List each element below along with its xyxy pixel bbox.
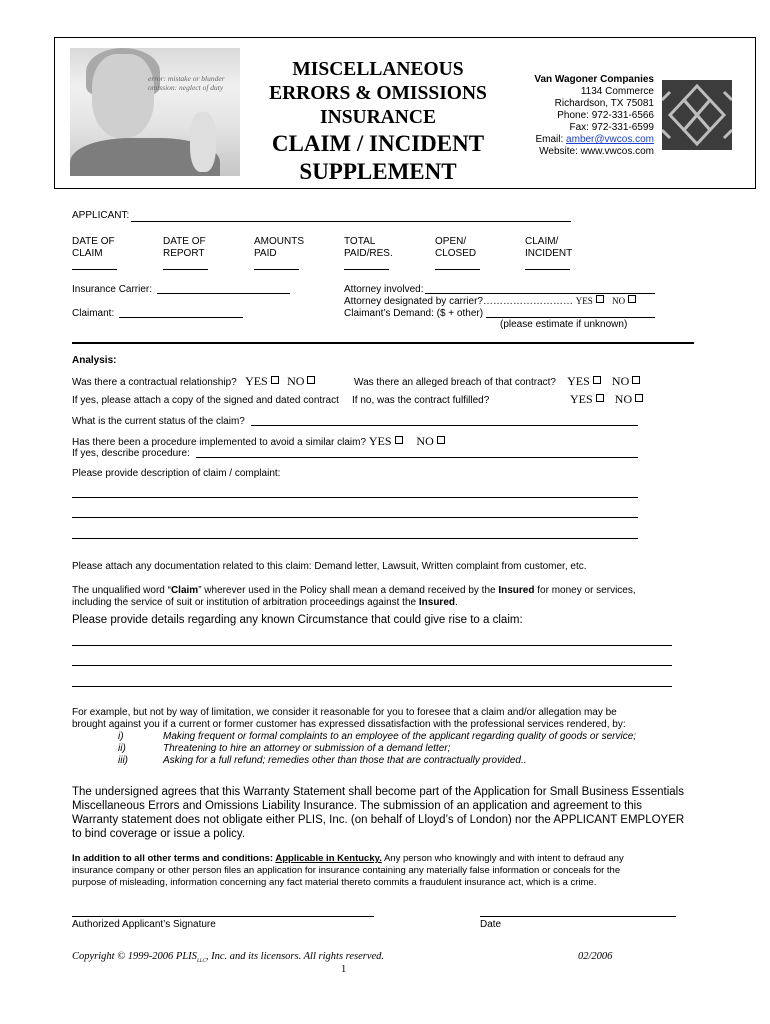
company-fax: Fax: 972-331-6599: [569, 122, 654, 133]
page-number: 1: [341, 964, 347, 975]
photo-caption: error: mistake or blunder omission: neglect of duty: [148, 74, 225, 92]
fulfilled-no-checkbox[interactable]: [635, 394, 643, 402]
company-street: 1134 Commerce: [580, 86, 654, 97]
company-name: Van Wagoner Companies: [534, 74, 654, 85]
attorney-no-checkbox[interactable]: [628, 295, 636, 303]
procedure-no-checkbox[interactable]: [437, 436, 445, 444]
total-paid-field[interactable]: [344, 269, 389, 270]
procedure-field[interactable]: [196, 457, 638, 458]
company-logo: [662, 80, 732, 150]
q-contractual: Was there a contractual relationship? YES NO: [72, 374, 315, 389]
attorney-involved-field[interactable]: [425, 293, 655, 294]
open-closed-field[interactable]: [435, 269, 480, 270]
company-email: Email: amber@vwcos.com: [535, 134, 654, 145]
company-city: Richardson, TX 75081: [554, 98, 654, 109]
date-field[interactable]: [480, 916, 676, 917]
col-date-of-report: DATE OF REPORT: [163, 236, 206, 259]
attorney-involved-label: Attorney involved:: [344, 284, 424, 295]
signature-label: Authorized Applicant’s Signature: [72, 919, 216, 930]
q-status: What is the current status of the claim?: [72, 416, 245, 427]
q-description: Please provide description of claim / complaint:: [72, 468, 281, 479]
procedure-yes-checkbox[interactable]: [395, 436, 403, 444]
email-link[interactable]: amber@vwcos.com: [566, 134, 654, 145]
col-open-closed: OPEN/ CLOSED: [435, 236, 477, 259]
attorney-yes-checkbox[interactable]: [596, 295, 604, 303]
company-info: [500, 74, 654, 158]
kentucky-notice: In addition to all other terms and conditions: Applicable in Kentucky. Any person who knowingly and with intent to defraud any insurance company or other person files an application for insurance containing any materially false information or conceals for the purpose of misleading, information concerning any fact material thereto commits a fraudulent insurance act, which is a crime.: [72, 853, 624, 888]
q-procedure: Has there been a procedure implemented to avoid a similar claim? YES NO: [72, 434, 445, 449]
claimant-label: Claimant:: [72, 308, 115, 319]
col-date-of-claim: DATE OF CLAIM: [72, 236, 115, 259]
company-website: Website: www.vwcos.com: [539, 146, 654, 157]
claim-definition: The unqualified word “Claim” wherever used in the Policy shall mean a demand received by the Insured for money or services, including the service of suit or institution of arbitration proceedings against the Insured.: [72, 585, 636, 608]
example-list: i) Making frequent or formal complaints to an employee of the applicant regarding quality of goods or service; ii) Threatening to hire an attorney or submission of a demand letter; iii) Asking for a full refund; remedies other than those that are contractually provided..: [118, 731, 637, 766]
q-fulfilled: If no, was the contract fulfilled?: [352, 395, 490, 406]
copyright: Copyright © 1999-2006 $PLIS_{LLC}$, Inc. and its licensors. All rights reserved.: [72, 951, 385, 965]
form-title: MISCELLANEOUS ERRORS & OMISSIONS INSURANCE CLAIM / INCIDENT SUPPLEMENT: [269, 59, 487, 184]
fulfilled-options: YES NO: [570, 392, 643, 407]
attorney-designated-label: Attorney designated by carrier?……………………… YES NO: [344, 295, 636, 307]
breach-yes-checkbox[interactable]: [593, 376, 601, 384]
q-copy: If yes, please attach a copy of the signed and dated contract: [72, 395, 339, 406]
status-field[interactable]: [251, 425, 638, 426]
claimant-field[interactable]: [119, 317, 243, 318]
applicant-label: APPLICANT:: [72, 210, 130, 221]
header-photo: [70, 48, 240, 176]
date-of-claim-field[interactable]: [72, 269, 117, 270]
contractual-no-checkbox[interactable]: [307, 376, 315, 384]
signature-field[interactable]: [72, 916, 374, 917]
date-label: Date: [480, 919, 502, 930]
fulfilled-yes-checkbox[interactable]: [596, 394, 604, 402]
q-breach: Was there an alleged breach of that contract? YES NO: [354, 374, 640, 389]
company-phone: Phone: 972-331-6566: [557, 110, 654, 121]
description-line-1[interactable]: [72, 497, 638, 498]
warranty-statement: The undersigned agrees that this Warranty Statement shall become part of the Application for Small Business Essentials Miscellaneous Errors and Omissions Liability Insurance. The submission of an application and agreement to this Warranty statement does not obligate either PLIS, Inc. (on behalf of Lloyd’s of London) nor the APPLICANT EMPLOYER to bind coverage or issue a policy.: [72, 786, 685, 840]
section-divider: [72, 342, 694, 344]
breach-no-checkbox[interactable]: [632, 376, 640, 384]
estimate-note: (please estimate if unknown): [500, 319, 628, 330]
form-version: 02/2006: [578, 951, 613, 962]
applicant-field[interactable]: [131, 221, 571, 222]
insurance-carrier-label: Insurance Carrier:: [72, 284, 153, 295]
description-line-3[interactable]: [72, 538, 638, 539]
col-amounts-paid: AMOUNTS PAID: [254, 236, 304, 259]
date-of-report-field[interactable]: [163, 269, 208, 270]
circumstance-prompt: Please provide details regarding any known Circumstance that could give rise to a claim:: [72, 614, 523, 626]
attach-note: Please attach any documentation related to this claim: Demand letter, Lawsuit, Written complaint from customer, etc.: [72, 561, 587, 572]
circumstance-line-2[interactable]: [72, 665, 672, 666]
description-line-2[interactable]: [72, 517, 638, 518]
insurance-carrier-field[interactable]: [157, 293, 290, 294]
example-paragraph: For example, but not by way of limitation, we consider it reasonable for you to foresee that a claim and/or allegation may be brought against you if a current or former customer has expressed dissatisfaction with the professional services rendered, by:: [72, 707, 626, 730]
amounts-paid-field[interactable]: [254, 269, 299, 270]
claimant-demand-label: Claimant’s Demand: ($ + other): [344, 308, 484, 319]
contractual-yes-checkbox[interactable]: [271, 376, 279, 384]
claimant-demand-field[interactable]: [486, 317, 655, 318]
circumstance-line-3[interactable]: [72, 686, 672, 687]
claim-incident-field[interactable]: [525, 269, 570, 270]
analysis-heading: Analysis:: [72, 355, 117, 366]
col-claim-incident: CLAIM/ INCIDENT: [525, 236, 573, 259]
circumstance-line-1[interactable]: [72, 645, 672, 646]
q-describe: If yes, describe procedure:: [72, 448, 190, 459]
col-total-paid-res: TOTAL PAID/RES.: [344, 236, 393, 259]
